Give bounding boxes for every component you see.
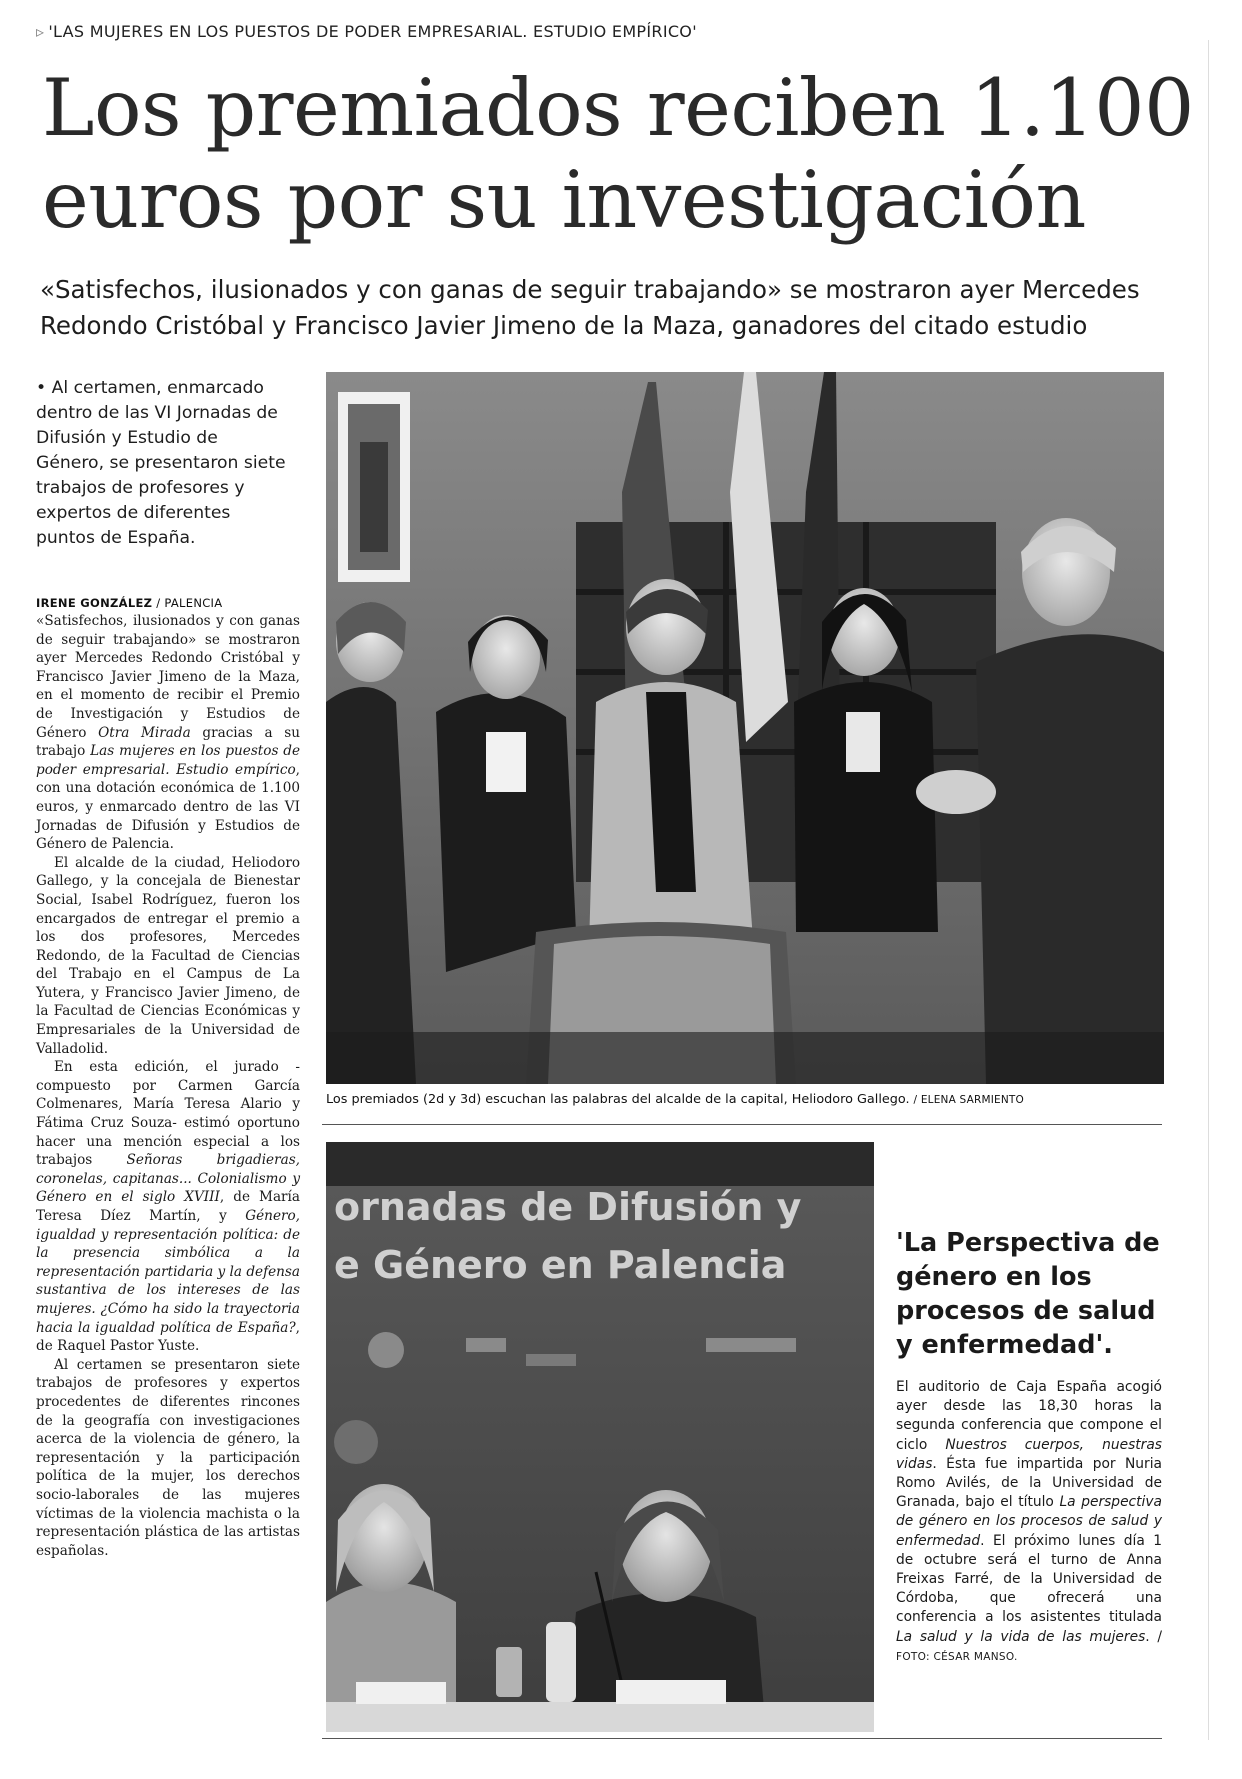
banner-logo-icon xyxy=(368,1332,404,1368)
body-p1-text-2: gracias a su trabajo xyxy=(36,724,300,760)
caption-text: Los premiados (2d y 3d) escuchan las palabras del alcalde de la capital, Heliodoro Gallego. xyxy=(326,1092,910,1107)
body-paragraph-3 xyxy=(36,1058,300,1356)
sidebar-talk-title: La perspectiva de género en los procesos de salud y enfermedad xyxy=(896,1494,1163,1549)
body-p3-text-3: , de Raquel Pastor Yuste. xyxy=(36,1319,300,1355)
byline-place: PALENCIA xyxy=(164,596,223,610)
body-p3-text-2: , de María Teresa Díez Martín, y xyxy=(36,1189,301,1224)
body-p1-text-3: , con una dotación económica de 1.100 euros, y enmarcado dentro de las VI Jornadas de Difusión y Estudios de Género de Palencia. xyxy=(36,761,300,853)
headline xyxy=(42,62,1202,246)
divider-line xyxy=(322,1124,1162,1125)
page-edge-line xyxy=(1208,40,1209,1740)
body-paragraph-1 xyxy=(36,612,300,854)
body-paragraph-4: Al certamen se presentaron siete trabajos de profesores y expertos procedentes de diferentes rincones de la geografía con investigaciones acerca de la violencia de género, la representación y la participación política de la mujer, los derechos socio-laborales de las mujeres víctimas de la violencia machista o la representación plástica de las artistas españolas. xyxy=(36,1356,300,1559)
byline-separator: / xyxy=(152,596,165,610)
article-body xyxy=(36,612,300,1560)
body-p3-text: En esta edición, el jurado -compuesto por Carmen García Colmenares, María Teresa Alario y Fátima Cruz Souza- estimó oportuno hacer una mención especial a los trabajos xyxy=(36,1059,300,1169)
photo-award-winners-caption xyxy=(326,1092,1176,1107)
section-label-text: 'LAS MUJERES EN LOS PUESTOS DE PODER EMPRESARIAL. ESTUDIO EMPÍRICO' xyxy=(48,22,697,41)
photo-conference-image xyxy=(326,1142,874,1732)
sidebar-text-4: . / xyxy=(1145,1628,1162,1645)
byline xyxy=(36,596,222,610)
body-p3-work-title-2: Género, igualdad y representación política: de la presencia simbólica a la representación partidaria y la defensa sustantiva de los intereses de las mujeres. ¿Cómo ha sido la trayectoria hacia la igualdad política de España? xyxy=(36,1208,300,1336)
body-p1-award-name: Otra Mirada xyxy=(98,724,191,741)
body-p1-work-title: Las mujeres en los puestos de poder empresarial. Estudio empírico xyxy=(36,743,301,778)
sidebar-headline: 'La Perspectiva de género en los procesos de salud y enfermedad'. xyxy=(896,1228,1160,1360)
deck-subheadline xyxy=(40,272,1180,344)
summary-blurb: • Al certamen, enmarcado dentro de las VI Jornadas de Difusión y Estudio de Género, se presentaron siete trabajos de profesores y expertos de diferentes puntos de España. xyxy=(36,378,286,548)
photo-conference xyxy=(326,1142,874,1732)
headline-line-1: Los premiados reciben 1.100 xyxy=(42,62,1194,154)
headline-line-2: euros por su investigación xyxy=(42,154,1086,246)
section-label xyxy=(36,22,697,41)
sidebar-text-2: . Ésta fue impartida por Nuria Romo Avilés, de la Universidad de Granada, bajo el título xyxy=(896,1455,1162,1511)
sidebar-text-1: El auditorio de Caja España acogió ayer desde las 18,30 horas la segunda conferencia que compone el ciclo xyxy=(896,1379,1162,1453)
sidebar-cycle-title: Nuestros cuerpos, nuestras vidas xyxy=(896,1436,1162,1472)
banner-line-2: e Género en Palencia xyxy=(334,1243,787,1287)
byline-author: IRENE GONZÁLEZ xyxy=(36,596,153,610)
section-arrow-icon: ▹ xyxy=(36,22,45,41)
bottom-divider-line xyxy=(322,1738,1162,1739)
deck-line-2: Redondo Cristóbal y Francisco Javier Jimeno de la Maza, ganadores del citado estudio xyxy=(40,311,1088,340)
body-p3-work-title-1: Señoras brigadieras, coronelas, capitanas... Colonialismo y Género en el siglo XVIII xyxy=(36,1152,300,1206)
sidebar-next-talk-title: La salud y la vida de las mujeres xyxy=(896,1628,1146,1645)
photo-award-winners-image xyxy=(326,372,1164,1084)
body-paragraph-2: El alcalde de la ciudad, Heliodoro Gallego, y la concejala de Bienestar Social, Isabel Rodríguez, fueron los encargados de entregar el premio a los dos profesores, Mercedes Redondo, de la Facultad de Ciencias del Trabajo en el Campus de La Yutera, y Francisco Javier Jimeno, de la Facultad de Ciencias Económicas y Empresariales de la Universidad de Valladolid. xyxy=(36,854,300,1057)
sidebar-text-3: . El próximo lunes día 1 de octubre será el turno de Anna Freixas Farré, de la Universidad de Córdoba, que ofrecerá una conferencia a los asistentes titulada xyxy=(896,1532,1162,1626)
sidebar-text xyxy=(896,1378,1162,1667)
body-p1-text: «Satisfechos, ilusionados y con ganas de seguir trabajando» se mostraron ayer Mercedes Redondo Cristóbal y Francisco Javier Jimeno de la Maza, en el momento de recibir el Premio de Investigación y Estudios de Género xyxy=(36,613,300,741)
caption-credit: / ELENA SARMIENTO xyxy=(913,1094,1024,1106)
deck-line-1: «Satisfechos, ilusionados y con ganas de seguir trabajando» se mostraron ayer Mercedes xyxy=(40,275,1140,304)
banner-line-1: ornadas de Difusión y xyxy=(334,1185,802,1229)
sidebar-photo-credit: FOTO: CÉSAR MANSO. xyxy=(896,1650,1018,1663)
photo-award-winners xyxy=(326,372,1164,1084)
